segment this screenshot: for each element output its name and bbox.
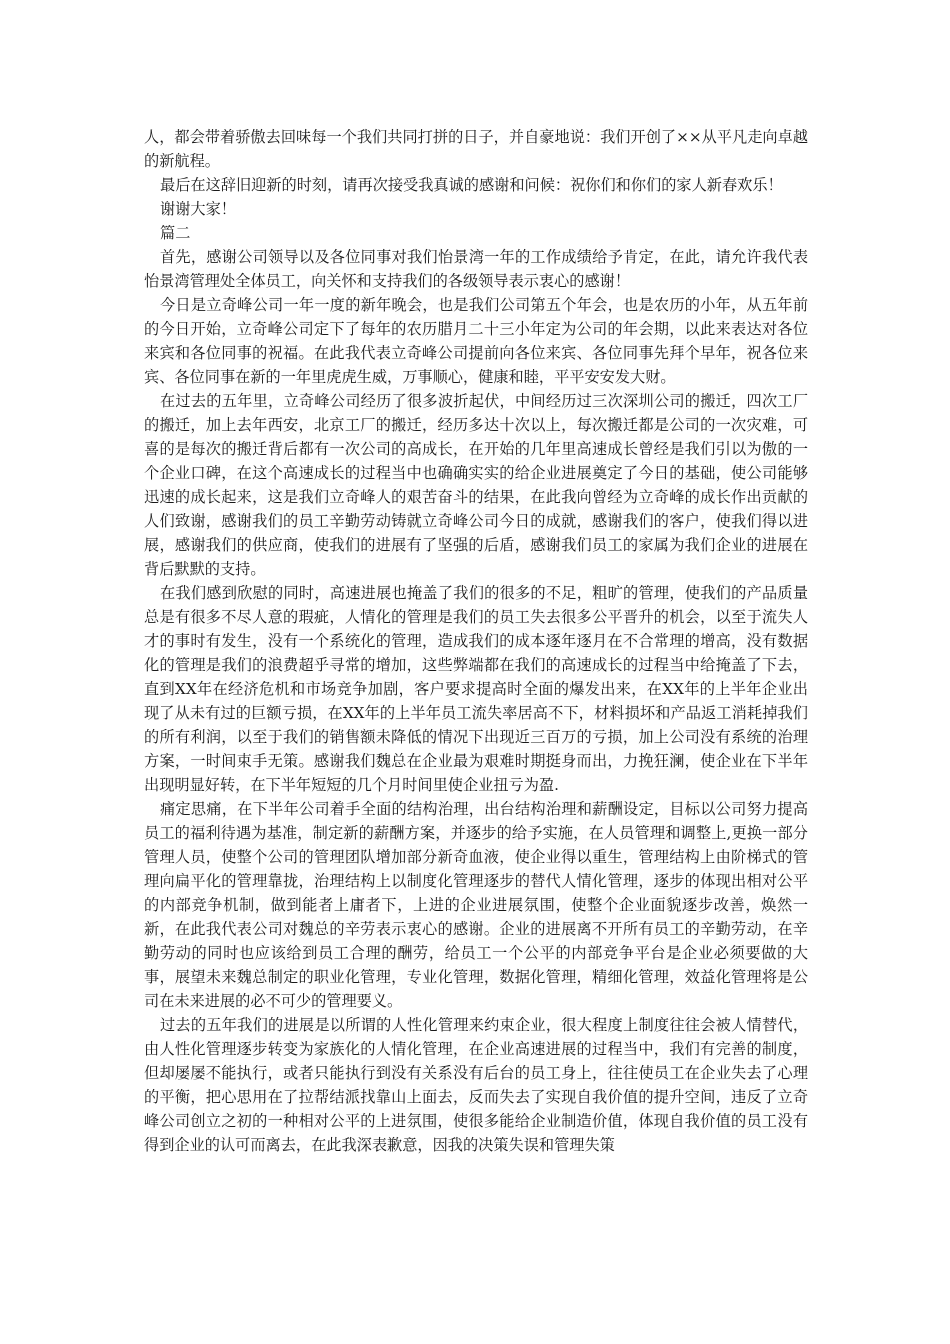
paragraph-past-five-years: 在过去的五年里，立奇峰公司经历了很多波折起伏，中间经历过三次深圳公司的搬迁，四次工厂的搬迁，加上去年西安，北京工厂的搬迁，经历多达十次以上，每次搬迁都是公司的一次灾难，可喜的是每次的搬迁背后都有一次公司的高成长，在开始的几年里高速成长曾经是我们引以为傲的一个企业口碑，在这个高速成长的过程当中也确确实实的给企业进展奠定了今日的基础，使公司能够迅速的成长起来，这是我们立奇峰人的艰苦奋斗的结果，在此我向曾经为立奇峰的成长作出贡献的人们致谢，感谢我们的员工辛勤劳动铸就立奇峰公司今日的成就，感谢我们的客户，使我们得以进展，感谢我们的供应商，使我们的进展有了坚强的后盾，感谢我们员工的家属为我们企业的进展在背后默默的支持。	[144, 392, 808, 578]
paragraph-management-reflection: 过去的五年我们的进展是以所谓的人性化管理来约束企业，很大程度上制度往往会被人情替代，由人性化管理逐步转变为家族化的人情化管理，在企业高速进展的过程当中，我们有完善的制度，但却屡屡不能执行，或者只能执行到没有关系没有后台的员工身上，往往使员工在企业失去了心理的平衡，把心思用在了拉帮结派找靠山上面去，反而失去了实现自我价值的提升空间，违反了立奇峰公司创立之初的一种相对公平的上进氛围，使很多能给企业制造价值，体现自我价值的员工没有得到企业的认可而离去，在此我深表歉意，因我的决策失误和管理失策	[144, 1016, 808, 1154]
paragraph-opening: 首先，感谢公司领导以及各位同事对我们怡景湾一年的工作成绩给予肯定，在此，请允许我代表怡景湾管理处全体员工，向关怀和支持我们的各级领导表示衷心的感谢！	[144, 248, 808, 290]
paragraph-restructuring: 痛定思痛，在下半年公司着手全面的结构治理，出台结构治理和薪酬设定，目标以公司努力提高员工的福利待遇为基准，制定新的薪酬方案，并逐步的给予实施，在人员管理和调整上,更换一部分管理人员，使整个公司的管理团队增加部分新奇血液，使企业得以重生，管理结构上由阶梯式的管理向扁平化的管理靠拢，治理结构上以制度化管理逐步的替代人情化管理，逐步的体现出相对公平的内部竞争机制，做到能者上庸者下，上进的企业进展氛围，使整个企业面貌逐步改善，焕然一新，在此我代表公司对魏总的辛劳表示衷心的感谢。企业的进展离不开所有员工的辛勤劳动，在辛勤劳动的同时也应该给到员工合理的酬劳，给员工一个公平的内部竞争平台是企业必须要做的大事，展望未来魏总制定的职业化管理，专业化管理，数据化管理，精细化管理，效益化管理将是公司在未来进展的必不可少的管理要义。	[144, 800, 808, 1010]
section-heading: 篇二	[160, 224, 191, 242]
paragraph-thanks: 谢谢大家！	[160, 200, 236, 218]
paragraph-closing-wishes: 最后在这辞旧迎新的时刻，请再次接受我真诚的感谢和问候：祝你们和你们的家人新春欢乐！	[160, 176, 783, 194]
document-body	[144, 125, 808, 1157]
paragraph-annual-party: 今日是立奇峰公司一年一度的新年晚会，也是我们公司第五个年会，也是农历的小年，从五年前的今日开始，立奇峰公司定下了每年的农历腊月二十三小年定为公司的年会期，以此来表达对各位来宾和各位同事的祝福。在此我代表立奇峰公司提前向各位来宾、各位同事先拜个早年，祝各位来宾、各位同事在新的一年里虎虎生威，万事顺心，健康和睦，平平安安发大财。	[144, 296, 808, 386]
paragraph-shortcomings: 在我们感到欣慰的同时，高速进展也掩盖了我们的很多的不足，粗旷的管理，使我们的产品质量总是有很多不尽人意的瑕疵，人情化的管理是我们的员工失去很多公平晋升的机会，以至于流失人才的事时有发生，没有一个系统化的管理，造成我们的成本逐年逐月在不合常理的增高，没有数据化的管理是我们的浪费超乎寻常的增加，这些弊端都在我们的高速成长的过程当中给掩盖了下去，直到XX年在经济危机和市场竞争加剧，客户要求提高时全面的爆发出来，在XX年的上半年企业出现了从未有过的巨额亏损，在XX年的上半年员工流失率居高不下，材料损坏和产品返工消耗掉我们的所有利润，以至于我们的销售额未降低的情况下出现近三百万的亏损，加上公司没有系统的治理方案，一时间束手无策。感谢我们魏总在企业最为艰难时期挺身而出，力挽狂澜，使企业在下半年出现明显好转，在下半年短短的几个月时间里使企业扭亏为盈.	[144, 584, 808, 794]
paragraph-continuation: 人，都会带着骄傲去回味每一个我们共同打拼的日子，并自豪地说：我们开创了××从平凡走向卓越的新航程。	[144, 128, 808, 170]
